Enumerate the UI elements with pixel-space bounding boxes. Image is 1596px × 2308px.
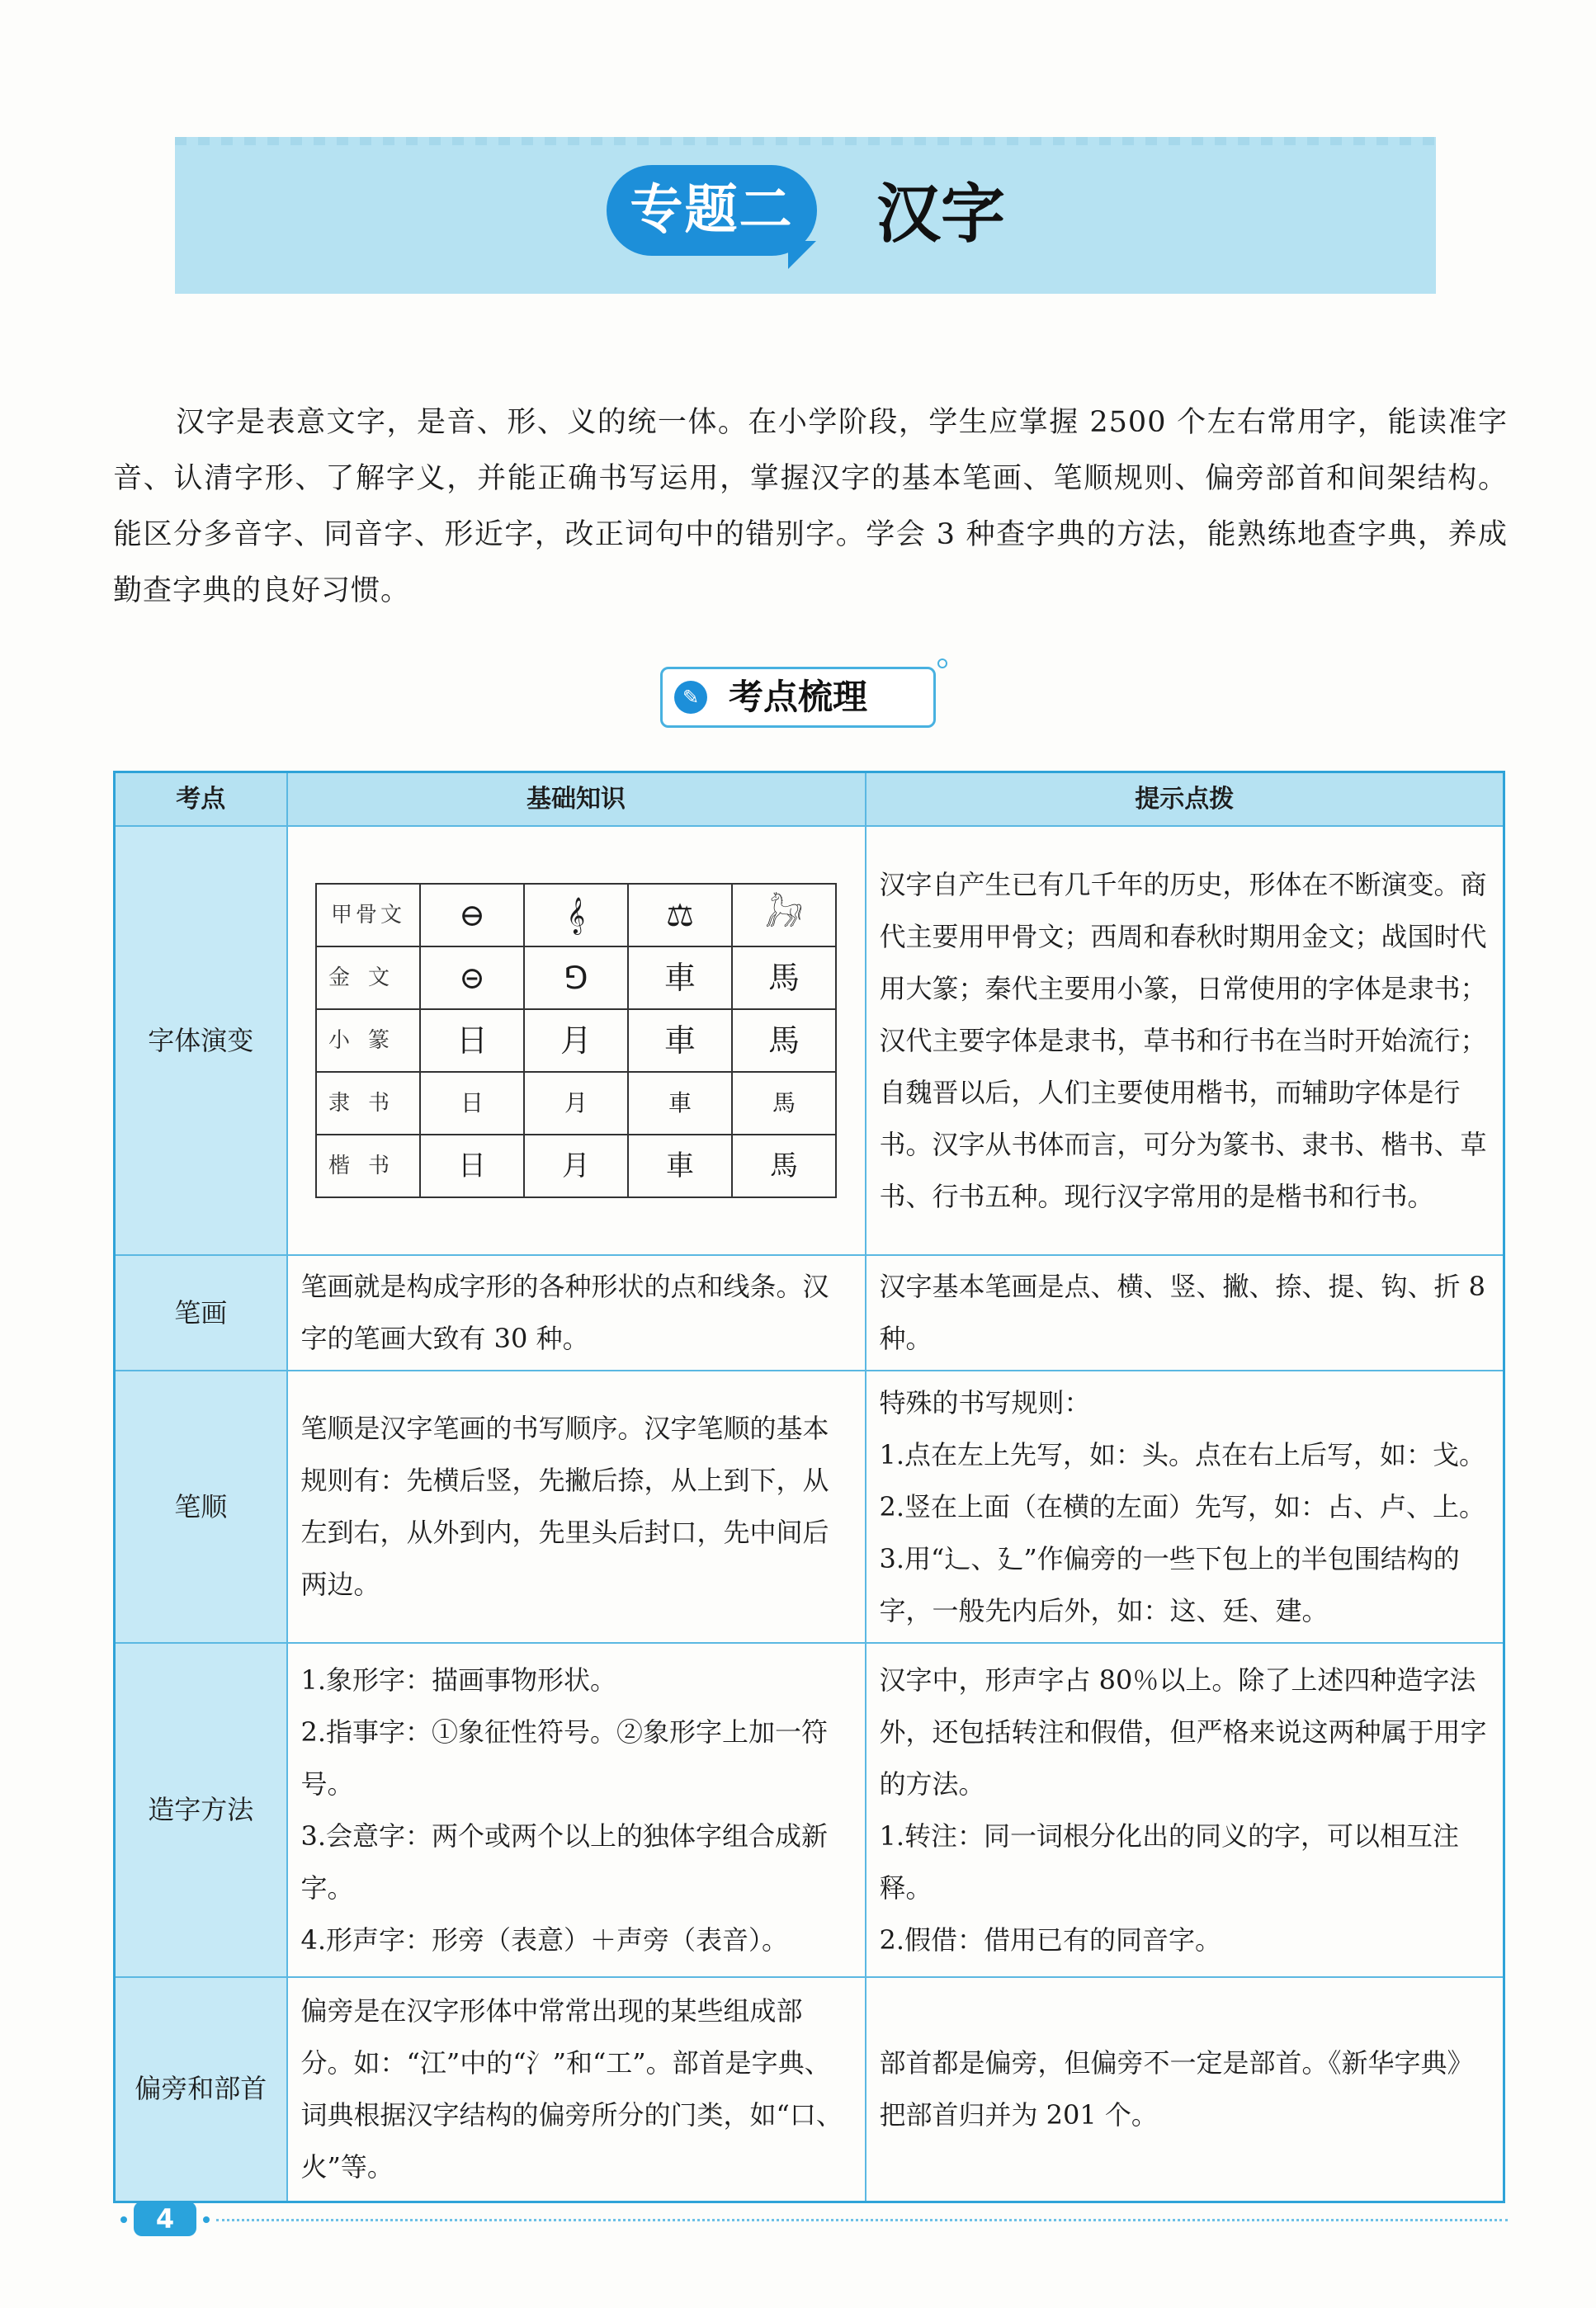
tip-line: 特殊的书写规则： [879, 1386, 1091, 1418]
glyph-cell: ⊝ [420, 946, 524, 1009]
row-tip: 汉字基本笔画是点、横、竖、撇、捺、提、钩、折 8 种。 [866, 1255, 1504, 1371]
grid-row [316, 1009, 836, 1072]
knowledge-table [113, 771, 1505, 2203]
row-basic: 笔画就是构成字形的各种形状的点和线条。汉字的笔画大致有 30 种。 [287, 1255, 866, 1371]
glyph-cell: 馬 [732, 1009, 836, 1072]
table-header-row [115, 772, 1504, 827]
row-topic: 笔画 [115, 1255, 287, 1371]
glyph-cell: 車 [628, 1072, 732, 1135]
row-topic: 造字方法 [115, 1643, 287, 1977]
header-topic: 考点 [115, 772, 287, 827]
basic-line: 3.会意字：两个或两个以上的独体字组合成新字。 [300, 1819, 829, 1904]
glyph-cell: 月 [524, 1135, 628, 1197]
glyph-cell: 𝄞 [524, 884, 628, 946]
row-basic [287, 1643, 866, 1977]
glyph-cell: ⊖ [420, 884, 524, 946]
grid-row-label: 甲骨文 [316, 884, 420, 946]
footer-dot [120, 2216, 127, 2223]
tip-line: 2.竖在上面（在横的左面）先写，如：占、卢、上。 [879, 1490, 1486, 1522]
tip-line: 1.转注：同一词根分化出的同义的字，可以相互注释。 [879, 1819, 1460, 1904]
script-evolution-grid [315, 883, 837, 1198]
table-row [115, 1643, 1504, 1977]
glyph-cell: 車 [628, 1009, 732, 1072]
tip-line: 3.用“辶、廴”作偏旁的一些下包上的半包围结构的字，一般先内后外，如：这、廷、建。 [879, 1542, 1460, 1626]
glyph-cell: ⚖ [628, 884, 732, 946]
basic-line: 4.形声字：形旁（表意）＋声旁（表音）。 [300, 1923, 789, 1956]
section-label: 考点梳理 [729, 677, 868, 717]
grid-row [316, 884, 836, 946]
row-topic: 笔顺 [115, 1371, 287, 1643]
glyph-cell: 馬 [732, 1135, 836, 1197]
glyph-cell: 車 [628, 1135, 732, 1197]
row-basic: 笔顺是汉字笔画的书写顺序。汉字笔顺的基本规则有：先横后竖，先撇后捺，从上到下，从左到右，从外到内，先里头后封口，先中间后两边。 [287, 1371, 866, 1643]
row-tip [866, 1643, 1504, 1977]
row-topic: 偏旁和部首 [115, 1977, 287, 2202]
header-tip: 提示点拨 [866, 772, 1504, 827]
basic-line: 1.象形字：描画事物形状。 [300, 1664, 617, 1696]
page-number: 4 [134, 2202, 196, 2236]
glyph-cell: ⅁ [524, 946, 628, 1009]
row-tip: 部首都是偏旁，但偏旁不一定是部首。《新华字典》把部首归并为 201 个。 [866, 1977, 1504, 2202]
glyph-cell: 月 [524, 1009, 628, 1072]
grid-row [316, 1072, 836, 1135]
grid-row [316, 946, 836, 1009]
row-topic: 字体演变 [115, 826, 287, 1255]
tip-line: 2.假借：借用已有的同音字。 [879, 1923, 1222, 1956]
glyph-cell: 日 [420, 1009, 524, 1072]
topic-tag: 专题二 [607, 165, 817, 256]
grid-row-label: 金文 [316, 946, 420, 1009]
row-tip: 汉字自产生已有几千年的历史，形体在不断演变。商代主要用甲骨文；西周和春秋时期用金文；战国时代用大篆；秦代主要用小篆，日常使用的字体是隶书；汉代主要字体是隶书，草书和行书在当时开始流行；自魏晋以后，人们主要使用楷书，而辅助字体是行书。汉字从书体而言，可分为篆书、隶书、楷书、草书、行书五种。现行汉字常用的是楷书和行书。 [866, 826, 1504, 1255]
header-basic: 基础知识 [287, 772, 866, 827]
page-title: 汉字 [876, 177, 1006, 252]
table-row [115, 1977, 1504, 2202]
section-dot-decoration [937, 658, 947, 668]
glyph-cell: 日 [420, 1135, 524, 1197]
pencil-icon: ✎ [674, 681, 707, 714]
glyph-cell: 馬 [732, 946, 836, 1009]
grid-row-label: 小篆 [316, 1009, 420, 1072]
footer-dot [203, 2216, 210, 2223]
section-heading [660, 667, 936, 728]
grid-row-label: 楷书 [316, 1135, 420, 1197]
row-tip [866, 1371, 1504, 1643]
glyph-cell: 馬 [732, 1072, 836, 1135]
tip-line: 1.点在左上先写，如：头。点在右上后写，如：戈。 [879, 1438, 1486, 1470]
grid-row-label: 隶书 [316, 1072, 420, 1135]
row-basic [287, 826, 866, 1255]
basic-line: 2.指事字：①象征性符号。②象形字上加一符号。 [300, 1716, 829, 1800]
glyph-cell: 𓃗 [732, 884, 836, 946]
table-row [115, 826, 1504, 1255]
table-row [115, 1255, 1504, 1371]
table-row [115, 1371, 1504, 1643]
glyph-cell: 月 [524, 1072, 628, 1135]
tip-line: 汉字中，形声字占 80％以上。除了上述四种造字法外，还包括转注和假借，但严格来说这两种属于用字的方法。 [879, 1664, 1487, 1800]
glyph-cell: 車 [628, 946, 732, 1009]
row-basic: 偏旁是在汉字形体中常常出现的某些组成部分。如：“江”中的“氵”和“工”。部首是字典、词典根据汉字结构的偏旁所分的门类，如“口、火”等。 [287, 1977, 866, 2202]
banner-stripe [175, 137, 1436, 145]
intro-paragraph: 汉字是表意文字，是音、形、义的统一体。在小学阶段，学生应掌握 2500 个左右常用字，能读准字音、认清字形、了解字义，并能正确书写运用，掌握汉字的基本笔画、笔顺规则、偏旁部首和间架结构。能区分多音字、同音字、形近字，改正词句中的错别字。学会 3 种查字典的方法，能熟练地查字典，养成勤查字典的良好习惯。 [113, 406, 1508, 607]
footer-rule [216, 2219, 1508, 2221]
glyph-cell: 日 [420, 1072, 524, 1135]
grid-row [316, 1135, 836, 1197]
topic-tag-tail [788, 241, 816, 269]
